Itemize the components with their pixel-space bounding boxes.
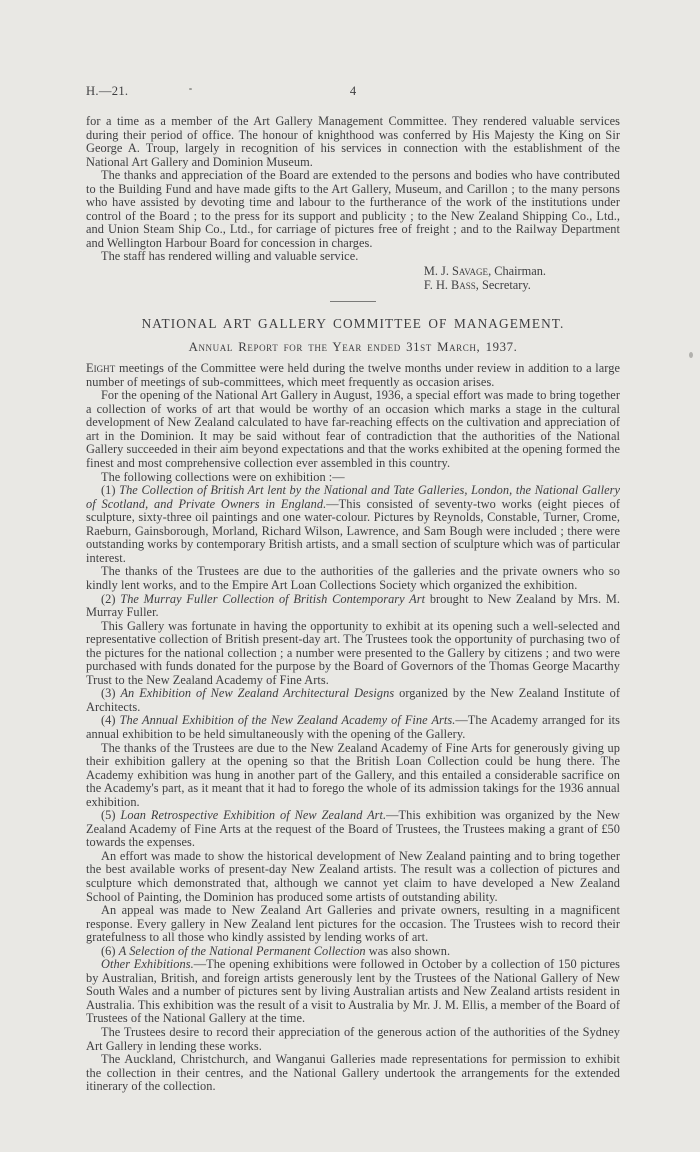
paragraph	[86, 945, 620, 959]
report-number: H.—21.	[86, 84, 129, 98]
body-text: for a time as a member of the Art Gallery Management Committee. They rendered valuable services during their period of office. The honour of knighthood was conferred by His Majesty the King on Sir George A. Troup, largely in recognition of his services in connection with the establishment of the National Art Gallery and Dominion Museum.	[86, 114, 620, 169]
body-text: brought to New Zealand by Mrs. M. Murray Fuller.	[86, 591, 620, 620]
paragraph	[86, 742, 620, 810]
paragraph	[86, 593, 620, 620]
paragraph	[86, 1026, 620, 1053]
italic-text: The Collection of British Art lent by the National and Tate Galleries, London, the National Gallery of Scotland, and Private Owners in England.	[86, 483, 620, 511]
body-text: This Gallery was fortunate in having the opportunity to exhibit at its opening such a well-selected and representative collection of British present-day art. The Trustees took the opportunity of purchasing two of the pictures for the national collection ; a number were presented to the Gallery by citizens ; and two were purchased with funds donated for the purpose by the Board of Governors of the Thomas George Macarthy Trust to the New Zealand Academy of Fine Arts.	[86, 618, 620, 687]
body-text: —The opening exhibitions were followed in October by a collection of 150 pictures by Australian, British, and foreign artists generously lent by the Trustees of the National Gallery of New South Wales and a number of pictures sent by living Australian artists and New Zealand artists resident in Australia. This exhibition was the result of a visit to Australia by Mr. J. M. Ellis, a member of the Board of Trustees of the National Gallery at the time.	[86, 957, 620, 1026]
paragraph	[86, 809, 620, 850]
body-text: (2)	[101, 591, 121, 606]
body-text: (1)	[101, 483, 120, 498]
body-text: (5)	[101, 808, 121, 823]
body-text: —This exhibition was organized by the New Zealand Academy of Fine Arts at the request of the Board of Trustees, the Trustees making a grant of £50 towards the expenses.	[86, 808, 620, 850]
paragraph	[86, 250, 620, 264]
paragraph	[86, 1053, 620, 1094]
paragraph	[86, 115, 620, 169]
page-number: 4	[349, 84, 357, 98]
signature-block	[424, 265, 546, 292]
signature-surname: Savage	[452, 264, 489, 279]
section-divider-rule	[330, 301, 376, 302]
paragraph	[86, 714, 620, 741]
body-text: The Trustees desire to record their appreciation of the generous action of the authorities of the Sydney Art Gallery in lending these works.	[86, 1025, 620, 1053]
body-text: The thanks and appreciation of the Board are extended to the persons and bodies who have contributed to the Building Fund and have made gifts to the Art Gallery, Museum, and Carillon ; to the many persons who have assisted by devoting time and labour to the furtherance of the work of the institutions under control of the Board ; to the press for its support and publicity ; to the New Zealand Shipping Co., Ltd., and Union Steam Ship Co., Ltd., for carriage of pictures free of freight ; and to the Railway Department and Wellington Harbour Board for concession in charges.	[86, 168, 620, 250]
paragraph	[86, 565, 620, 592]
signature-role: , Chairman.	[488, 264, 546, 279]
body-text: (4)	[101, 713, 120, 728]
signature-surname: Bass	[451, 277, 476, 292]
paragraph	[86, 904, 620, 945]
italic-text: The Murray Fuller Collection of British Contemporary Art	[120, 591, 426, 606]
body-text: —The Academy arranged for its annual exhibition to be held simultaneously with the opening of the Gallery.	[86, 713, 621, 741]
body-text: The staff has rendered willing and valuable service.	[101, 249, 359, 264]
paragraph	[86, 484, 620, 565]
body-text: The Auckland, Christchurch, and Wanganui Galleries made representations for permission to exhibit the collection in their centres, and the National Gallery undertook the arrangements for the extended itinerary of the collection.	[86, 1052, 620, 1094]
body-text: was also shown.	[365, 943, 451, 958]
report-paragraphs	[86, 362, 620, 1094]
paragraph	[86, 471, 620, 485]
body-text: An effort was made to show the historical development of New Zealand painting and to bring together the best available works of present-day New Zealand artists. The result was a collection of pictures and sculpture which demonstrated that, although we cannot yet claim to have developed a New Zealand School of Painting, the Dominion has produced some artists of outstanding ability.	[86, 848, 620, 904]
scan-speck	[689, 352, 693, 358]
section-subtitle: Annual Report for the Year ended 31st March, 1937.	[188, 340, 518, 355]
paragraph	[86, 620, 620, 688]
body-text: (3)	[101, 686, 121, 701]
body-text: organized by the New Zealand Institute of Architects.	[86, 686, 620, 714]
body-text: meetings of the Committee were held during the twelve months under review in addition to a large number of meetings of sub-committees, which meet frequently as occasion arises.	[86, 361, 620, 389]
paragraph	[86, 169, 620, 250]
intro-paragraphs	[86, 115, 620, 264]
body-text: Eight	[86, 361, 116, 376]
body-text: The following collections were on exhibition :—	[101, 469, 345, 484]
paragraph	[86, 362, 620, 389]
body-text: For the opening of the National Art Gallery in August, 1936, a special effort was made to bring together a collection of works of art that would be worthy of an occasion which marks a stage in the cultural development of New Zealand calculated to have far-reaching effects on the cultivation and appreciation of art in the Dominion. It may be said without fear of contradiction that the authorities of the National Gallery succeeded in their aim beyond expectations and that the works exhibited at the opening formed the finest and most comprehensive collection ever assembled in this country.	[86, 388, 620, 471]
paragraph	[86, 687, 620, 714]
body-text: —This consisted of seventy-two works (eight pieces of sculpture, sixty-three oil paintings and one water-colour. Pictures by Reynolds, Constable, Turner, Crome, Raeburn, Gainsborough, Morland, Richard Wilson, Lawrence, and Sam Bough were included ; there were outstanding works by contemporary British artists, and a small section of sculpture which was of particular interest.	[86, 496, 621, 565]
section-title: NATIONAL ART GALLERY COMMITTEE OF MANAGEMENT.	[141, 316, 565, 332]
italic-text: The Annual Exhibition of the New Zealand Academy of Fine Arts.	[119, 713, 456, 728]
page-content	[86, 84, 620, 1094]
body-text: (6)	[101, 943, 119, 958]
signature-line	[424, 265, 546, 279]
paragraph	[86, 389, 620, 470]
signature-line	[424, 279, 546, 293]
italic-text: Loan Retrospective Exhibition of New Zealand Art.	[120, 808, 387, 823]
signature-initials: M. J.	[423, 264, 453, 279]
body-text: An appeal was made to New Zealand Art Galleries and private owners, resulting in a magnificent response. Every gallery in New Zealand lent pictures for the occasion. The Trustees wish to record their gratefulness to all those who kindly assisted by lending works of art.	[86, 903, 620, 945]
paragraph	[86, 850, 620, 904]
italic-text: Other Exhibitions.	[101, 957, 194, 972]
paragraph	[86, 958, 620, 1026]
body-text: The thanks of the Trustees are due to the New Zealand Academy of Fine Arts for generously giving up their exhibition gallery at the opening so that the British Loan Collection could be hung there. The Academy exhibition was hung in another part of the Gallery, and this entailed a considerable sacrifice on the Academy's part, as it meant that it had to forego the whole of its admission takings for the 1936 annual exhibition.	[86, 740, 620, 809]
running-header	[86, 84, 620, 98]
italic-text: A Selection of the National Permanent Collection	[118, 943, 366, 958]
body-text: The thanks of the Trustees are due to the authorities of the galleries and the private owners who so kindly lent works, and to the Empire Art Loan Collections Society which organized the exhibition.	[86, 564, 620, 592]
signature-initials: F. H.	[423, 277, 452, 292]
italic-text: An Exhibition of New Zealand Architectural Designs	[120, 686, 395, 701]
signature-role: , Secretary.	[475, 277, 531, 292]
